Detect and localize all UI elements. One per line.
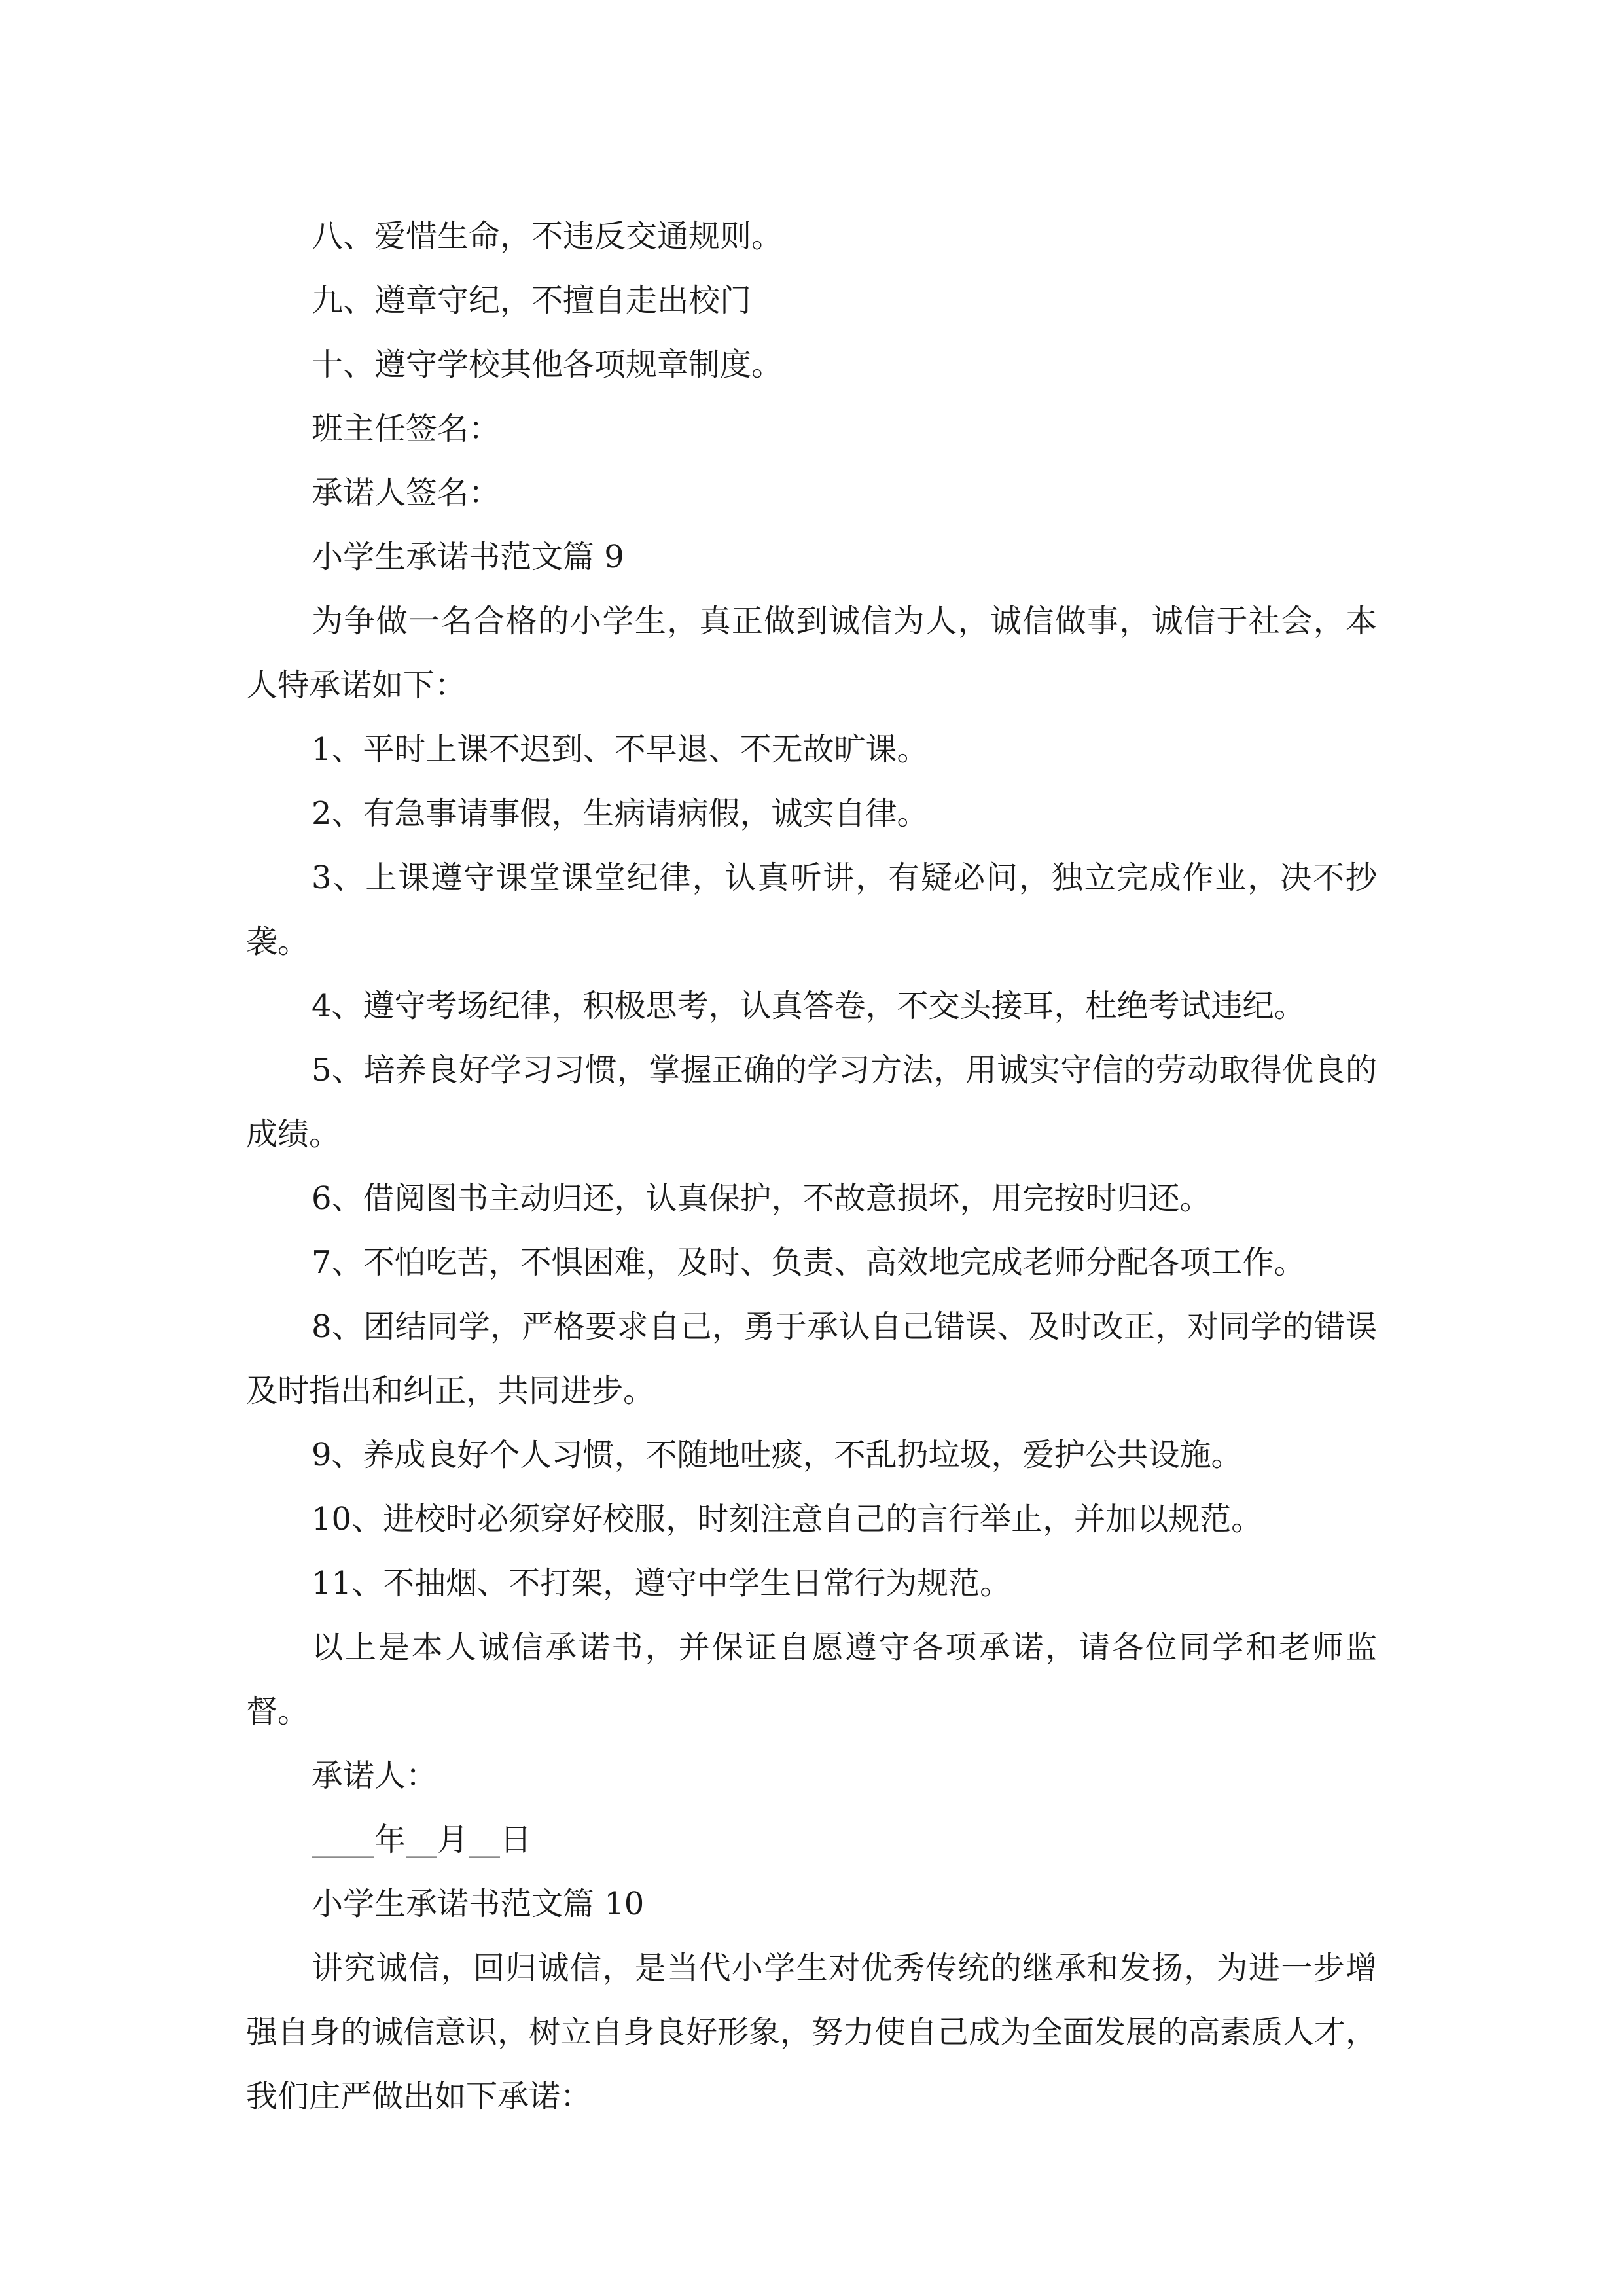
date-line: ____年__月__日 <box>312 1821 532 1858</box>
pledge-item-8: 8、团结同学，严格要求自己，勇于承认自己错误、及时改正，对同学的错误及时指出和纠正，共同进步。 <box>246 1308 1377 1409</box>
pledge-item-2: 2、有急事请事假，生病请病假，诚实自律。 <box>312 795 929 832</box>
pledge-item-11: 11、不抽烟、不打架，遵守中学生日常行为规范。 <box>312 1565 1012 1602</box>
teacher-signature-label: 班主任签名： <box>312 410 501 447</box>
intro-paragraph: 为争做一名合格的小学生，真正做到诚信为人，诚信做事，诚信于社会，本人特承诺如下： <box>246 603 1377 704</box>
promiser-label: 承诺人： <box>312 1757 438 1794</box>
section-heading-10: 小学生承诺书范文篇 10 <box>312 1886 645 1922</box>
section-10-intro: 讲究诚信，回归诚信，是当代小学生对优秀传统的继承和发扬，为进一步增强自身的诚信意识，树立自身良好形象，努力使自己成为全面发展的高素质人才，我们庄严做出如下承诺： <box>246 1950 1378 2115</box>
closing-statement: 以上是本人诚信承诺书，并保证自愿遵守各项承诺，请各位同学和老师监督。 <box>246 1629 1377 1730</box>
pledge-item-1: 1、平时上课不迟到、不早退、不无故旷课。 <box>312 731 929 768</box>
pledge-item-9: 9、养成良好个人习惯，不随地吐痰，不乱扔垃圾，爱护公共设施。 <box>312 1437 1243 1473</box>
promiser-signature-label: 承诺人签名： <box>312 475 501 511</box>
section-heading-9: 小学生承诺书范文篇 9 <box>312 539 624 575</box>
pledge-item-5: 5、培养良好学习习惯，掌握正确的学习方法，用诚实守信的劳动取得优良的成绩。 <box>246 1052 1377 1153</box>
pledge-item-4: 4、遵守考场纪律，积极思考，认真答卷，不交头接耳，杜绝考试违纪。 <box>312 988 1306 1024</box>
paragraph-item-9: 九、遵章守纪，不擅自走出校门 <box>312 282 752 319</box>
paragraph-item-8: 八、爱惜生命，不违反交通规则。 <box>312 218 783 255</box>
pledge-item-7: 7、不怕吃苦，不惧困难，及时、负责、高效地完成老师分配各项工作。 <box>312 1244 1306 1281</box>
paragraph-item-10: 十、遵守学校其他各项规章制度。 <box>312 346 783 383</box>
document-body <box>246 204 1377 2128</box>
pledge-item-6: 6、借阅图书主动归还，认真保护，不故意损坏，用完按时归还。 <box>312 1180 1211 1217</box>
pledge-item-10: 10、进校时必须穿好校服，时刻注意自己的言行举止，并加以规范。 <box>312 1501 1263 1537</box>
pledge-item-3: 3、上课遵守课堂课堂纪律，认真听讲，有疑必问，独立完成作业，决不抄袭。 <box>246 859 1377 960</box>
